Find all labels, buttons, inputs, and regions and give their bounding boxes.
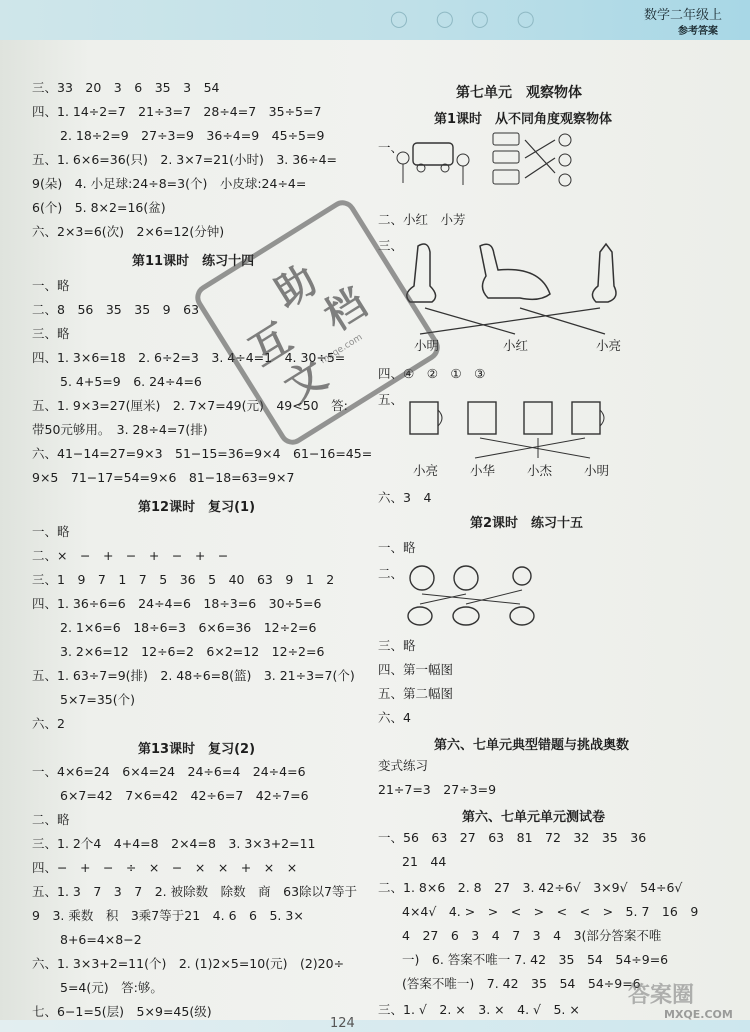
- answer-line: 六、1. 3×3+2=11(个) 2. (1)2×5=10(元) (2)20÷: [32, 956, 345, 971]
- header-title: 数学二年级上: [643, 8, 722, 23]
- answer-line: 四、1. 3×6=18 2. 6÷2=3 3. 4÷4=1 4. 30÷5=: [32, 350, 346, 365]
- answer-line: 3. 2×6=12 12÷6=2 6×2=12 12÷2=6: [60, 644, 325, 659]
- stamp-char: 助: [266, 256, 326, 318]
- section-heading: 第13课时 复习(2): [138, 742, 256, 757]
- section-heading: 第六、七单元典型错题与挑战奥数: [434, 738, 630, 753]
- answer-line: 9(朵) 4. 小足球:24÷8=3(个) 小皮球:24÷4=: [32, 176, 307, 191]
- answer-line: 六、2: [32, 716, 65, 731]
- dinosaur-figure: [400, 236, 630, 338]
- section-heading: 第七单元 观察物体: [456, 85, 582, 101]
- answer-line: 四、1. 14÷2=7 21÷3=7 28÷4=7 35÷5=7: [32, 104, 322, 119]
- answer-line: 四、第一幅图: [378, 662, 454, 677]
- answer-line: 2. 18÷2=9 27÷3=9 36÷4=9 45÷5=9: [60, 128, 325, 143]
- answer-line: 四、− + − ÷ × − × × + × ×: [32, 860, 298, 875]
- answer-line: 小亮: [413, 463, 439, 478]
- answer-line: 三、略: [378, 638, 416, 653]
- answer-line: 四、④ ② ① ③: [378, 366, 486, 381]
- footer-band: [0, 1020, 750, 1032]
- answer-line: 六、4: [378, 710, 411, 725]
- stamp-char: 互: [241, 315, 301, 376]
- answer-line: 六、41−14=27=9×3 51−15=36=9×4 61−16=45=: [32, 446, 373, 461]
- answer-line: 一、略: [32, 278, 70, 293]
- answer-line: 小明: [414, 338, 440, 353]
- answer-line: 6(个) 5. 8×2=16(盆): [32, 200, 166, 215]
- kids-teapot-figure: [400, 560, 550, 630]
- answer-line: (答案不唯一) 7. 42 35 54 54÷9=6: [402, 976, 641, 991]
- answer-line: 2. 1×6=6 18÷6=3 6×6=36 12÷2=6: [60, 620, 317, 635]
- answer-line: 5×7=35(个): [60, 692, 136, 707]
- answer-line: 四、1. 36÷6=6 24÷4=6 18÷3=6 30÷5=6: [32, 596, 322, 611]
- answer-line: 5=4(元) 答:够。: [60, 980, 163, 995]
- answer-line: 三、1 9 7 1 7 5 36 5 40 63 9 1 2: [32, 572, 335, 587]
- answer-line: 一、略: [378, 540, 416, 555]
- section-heading: 第11课时 练习十四: [132, 254, 255, 269]
- answer-line: 三、1. √ 2. × 3. × 4. √ 5. ×: [378, 1002, 580, 1017]
- header-faint-text: ◯ ◯ ◯ ◯: [390, 9, 541, 28]
- answer-line: 二、略: [32, 812, 70, 827]
- answer-line: 9 3. 乘数 积 3乘7等于21 4. 6 6 5. 3×: [32, 908, 304, 923]
- header-subtitle: 参考答案: [678, 26, 718, 37]
- answer-line: 六、3 4: [378, 490, 432, 505]
- answer-line: 三、略: [32, 326, 70, 341]
- answer-line: 二、小红 小芳: [378, 212, 466, 227]
- answer-line: 二、× − + − + − + −: [32, 548, 229, 563]
- answer-line: 变式练习: [378, 758, 429, 773]
- answer-line: 一、: [378, 140, 404, 155]
- answer-line: 5. 4+5=9 6. 24÷4=6: [60, 374, 202, 389]
- answer-line: 21÷7=3 27÷3=9: [378, 782, 497, 797]
- answer-line: 三、33 20 3 6 35 3 54: [32, 80, 220, 95]
- section-heading: 第1课时 从不同角度观察物体: [434, 112, 613, 127]
- answer-line: 小亮: [596, 338, 622, 353]
- section-heading: 第2课时 练习十五: [470, 516, 584, 531]
- stamp-char: 档: [316, 280, 375, 341]
- section-heading: 第六、七单元单元测试卷: [462, 810, 606, 825]
- answer-line: 五、1. 63÷7=9(排) 2. 48÷6=8(篮) 3. 21÷3=7(个): [32, 668, 355, 683]
- answer-line: 6×7=42 7×6=42 42÷6=7 42÷7=6: [60, 788, 309, 803]
- watermark-logo-text: 答案圈: [628, 983, 695, 1008]
- answer-line: 二、: [378, 566, 404, 581]
- stamp-char: 文: [276, 352, 336, 413]
- answer-line: 小红: [503, 338, 529, 353]
- answer-line: 4 27 6 3 4 7 3 4 3(部分答案不唯: [402, 928, 662, 943]
- observe-car-figure: [395, 128, 580, 198]
- answer-line: 一、56 63 27 63 81 72 32 35 36: [378, 830, 647, 845]
- answer-line: 小华: [470, 463, 496, 478]
- watermark-url: MXQE.COM: [664, 1008, 733, 1021]
- answer-line: 五、1. 6×6=36(只) 2. 3×7=21(小时) 3. 36÷4=: [32, 152, 338, 167]
- answer-line: 六、2×3=6(次) 2×6=12(分钟): [32, 224, 225, 239]
- answer-line: 4×4√ 4. > > < > < < > 5. 7 16 9: [402, 904, 699, 919]
- answer-line: 一、略: [32, 524, 70, 539]
- answer-line: 一、4×6=24 6×4=24 24÷6=4 24÷4=6: [32, 764, 306, 779]
- answer-line: 二、8 56 35 35 9 63: [32, 302, 200, 317]
- answer-line: 二、1. 8×6 2. 8 27 3. 42÷6√ 3×9√ 54÷6√: [378, 880, 683, 895]
- answer-line: 带50元够用。 3. 28÷4=7(排): [32, 422, 208, 437]
- section-heading: 第12课时 复习(1): [138, 500, 256, 515]
- header-band: [0, 0, 750, 40]
- answer-line: 小明: [584, 463, 610, 478]
- cups-figure: [400, 392, 615, 462]
- page-number: 124: [330, 1016, 355, 1031]
- answer-line: 小杰: [527, 463, 553, 478]
- answer-line: 五、: [378, 392, 404, 407]
- answer-line: 五、第二幅图: [378, 686, 454, 701]
- answer-line: 一) 6. 答案不唯一 7. 42 35 54 54÷9=6: [402, 952, 669, 967]
- answer-line: 三、: [378, 238, 404, 253]
- answer-line: 21 44: [402, 854, 447, 869]
- answer-line: 七、6−1=5(层) 5×9=45(级): [32, 1004, 212, 1019]
- answer-line: 三、1. 2个4 4+4=8 2×4=8 3. 3×3+2=11: [32, 836, 316, 851]
- answer-line: 五、1. 3 7 3 7 2. 被除数 除数 商 63除以7等于: [32, 884, 357, 899]
- answer-line: 8+6=4×8−2: [60, 932, 142, 947]
- answer-line: 五、1. 9×3=27(厘米) 2. 7×7=49(元) 49<50 答:: [32, 398, 348, 413]
- answer-line: 9×5 71−17=54=9×6 81−18=63=9×7: [32, 470, 295, 485]
- stamp-url: mxqe.com: [318, 332, 365, 367]
